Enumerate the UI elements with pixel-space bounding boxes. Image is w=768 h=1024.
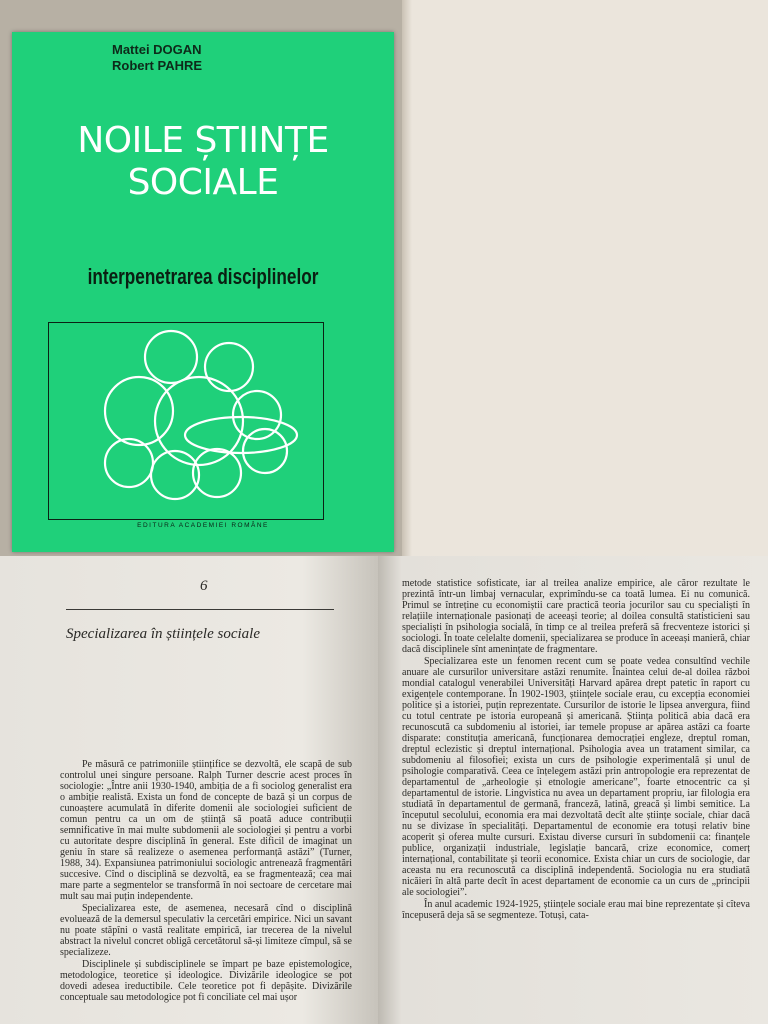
paragraph: Specializarea este, de asemenea, necesară cînd o disciplină evoluează de la demersul speculativ la cercetări empirice. Nici un savant nu poate stăpîni o vastă realitate empirică, iar trecerea de la nivelul abstract la nivelul concret obligă cercetătorul să-și limiteze cîmpul, să se specializeze. — [60, 903, 352, 958]
paragraph: Pe măsură ce patrimoniile științifice se dezvoltă, ele scapă de sub controlul unei singure persoane. Ralph Turner descrie acest proces în sociologie: „Între anii 1930-1940, ambiția de a fi sociolog generalist era o ambiție realistă. Exista un fond de concepte de bază și un corpus de cunoaștere acumulată în diferite domenii ale sociologiei suficient de comun pentru ca un om de știință să poată aduce contribuții semnificative în mai multe subdomenii ale sociologiei și pentru a vorbi cu autoritate despre disciplină în general. Este dificil de imaginat un geniu în stare să realizeze o asemenea performanță astăzi” (Turner, 1988, 34). Expansiunea patrimoniului sociologic antrenează fragmentări succesive. Cînd o disciplină se dezvoltă, ea se fragmentează; cea mai mare parte a segmentelor se transformă în noi sectoare de cercetare mai mult sau mai puțin independente. — [60, 759, 352, 902]
cover-title-line: SOCIALE — [127, 162, 279, 203]
left-page — [0, 556, 378, 1024]
blank-endpaper — [402, 0, 768, 556]
cover-title — [12, 120, 394, 204]
paragraph: Specializarea este un fenomen recent cum se poate vedea consultînd vechile anuare ale cursurilor universitare astăzi renumite. Înaintea celui de-al doilea război mondial catalogul venerabilei Universități Harvard apărea drept patetic în raport cu exigențele contemporane. În 1902-1903, științele sociale erau, cu excepția economiei politice și a istoriei, puțin reprezentate. Cursurilor de istorie le lipsea anvergura, fiind cu totul centrate pe istoria europeană și americană. Știința politică abia dacă era recunoscută ca subdomeniu al istoriei, iar temele propuse ar apărea astăzi ca foarte disparate: constituția americană, funcționarea democrației engleze, dreptul roman, dreptul eclezistic și dreptul internațional. Psihologia avea un tratament similar, ca subdomeniu al filosofiei; exista un curs de psihologie experimentală și unul de psihologie comparativă. Ceea ce înțelegem astăzi prin antropologie era reprezentat de departamentul de „arheologie și etnologie americane”, foarte etnocentric ca și departamentul de istorie. Lingvistica nu avea un departament propriu, iar filologia era studiată în departamentul de germană, franceză, latină, greacă și limbi semitice. La începutul secolului, economia era mai dezvoltată decît alte științe sociale, chiar dacă nu se divizase în specialități. Departamentul de economie era totuși relativ bine acoperit și oferea multe cursuri. Existau diverse cursuri în subdomenii ca: finanțele publice, organizații industriale, legislație bancară, crize economice, comerț internațional, contabilitate și teorii economice. Exista chiar un curs de sociologie, dar aceasta nu era recunoscută ca disciplină independentă. Sociologia nu era studiată nicăieri în altă parte decît în acest departament de economie ca un curs de „principii ale sociologiei”. — [402, 656, 750, 898]
cover-subtitle: interpenetrarea disciplinelor — [87, 264, 319, 289]
chapter-divider — [66, 609, 334, 610]
right-page — [378, 556, 768, 1024]
cover-authors — [112, 42, 202, 74]
book-cover — [12, 32, 394, 552]
cover-title-line: NOILE ȘTIINȚE — [77, 120, 329, 161]
right-page-body — [402, 578, 750, 921]
chapter-title: Specializarea în științele sociale — [66, 626, 260, 642]
paragraph: În anul academic 1924-1925, științele sociale erau mai bine reprezentate și cîteva începuseră deja să se segmenteze. Totuși, cata- — [402, 899, 750, 921]
cover-artwork-frame — [48, 322, 324, 520]
left-page-body — [60, 759, 352, 1003]
author-name: Robert PAHRE — [112, 58, 203, 73]
author-name: Mattei DOGAN — [112, 42, 202, 57]
paragraph: metode statistice sofisticate, iar al treilea analize empirice, ale căror rezultate le prezintă într-un limbaj vernacular, exprimîndu-se ca toată lumea. Ei nu comunică. Primul se întreține cu economiștii care practică teoria jocurilor sau cu specialiști în relațiile internaționale pasionați de aceeași teorie; al doilea consultă statisticieni sau specialiști în psihologia socială, în timp ce al treilea preferă să frecventeze istorici și sociologi. În toate celelalte domenii, specializarea se produce în aceeași manieră, chiar dacă disciplinele sînt amenințate de fragmentare. — [402, 578, 750, 655]
paragraph: Disciplinele și subdisciplinele se împart pe baze epistemologice, metodologice, teoretice și ideologice. Divizările ideologice se pot dovedi adesea ireductibile. Cele teoretice pot fi depășite. Divizările conceptuale sau metodologice pot fi conciliate cel mai ușor — [60, 959, 352, 1003]
overlapping-circles-icon — [49, 323, 323, 519]
cover-publisher: EDITURA ACADEMIEI ROMÂNE — [137, 522, 269, 529]
chapter-number: 6 — [200, 578, 208, 594]
